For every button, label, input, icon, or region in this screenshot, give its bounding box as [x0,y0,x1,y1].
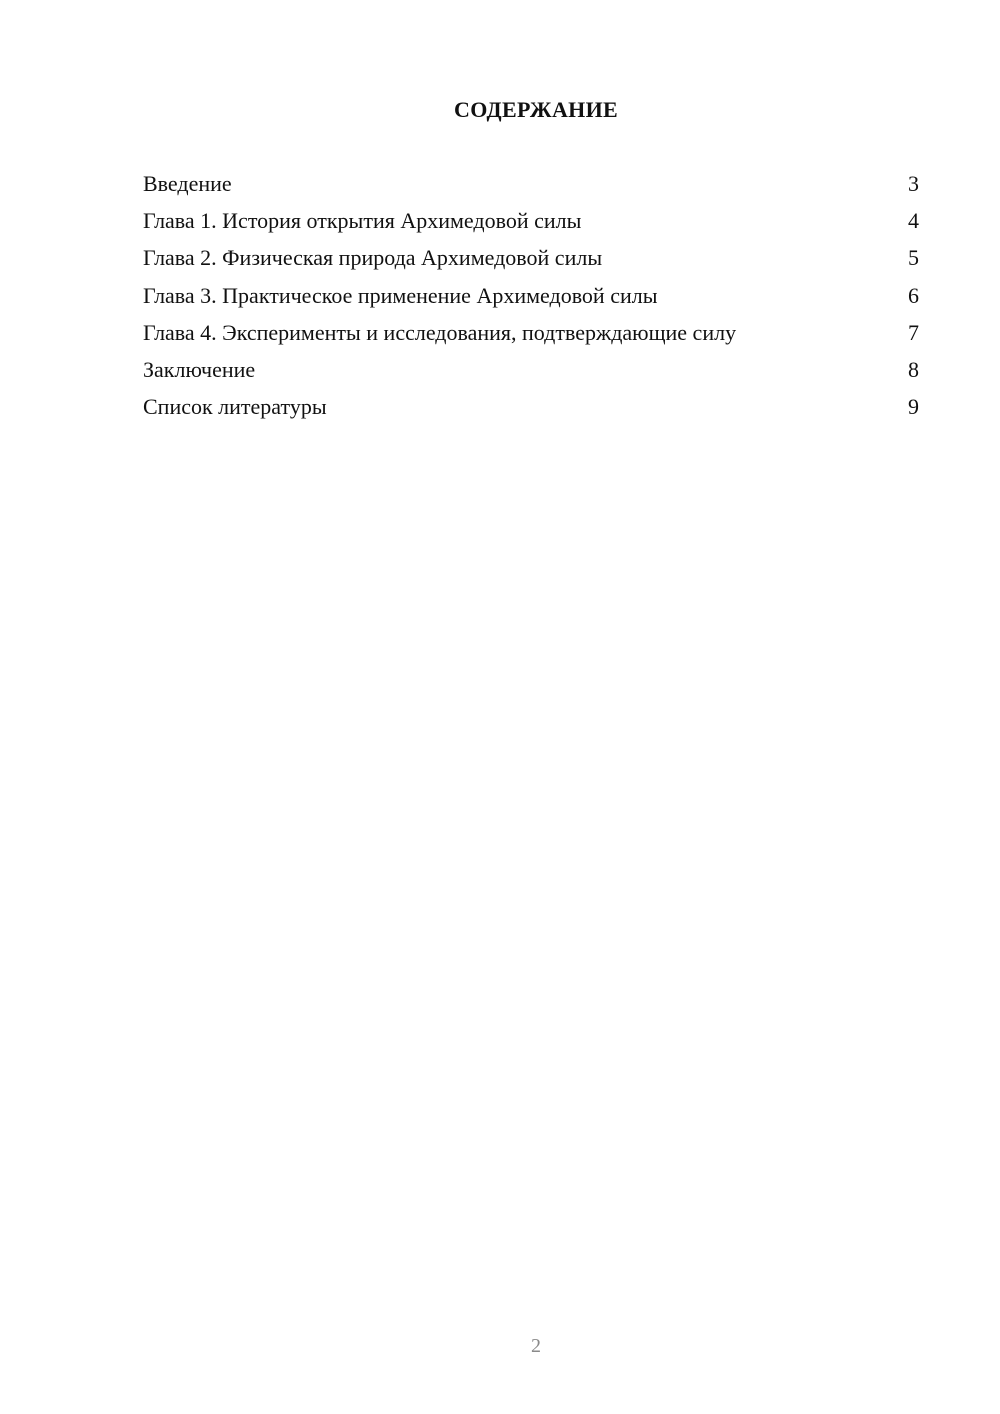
toc-entry-page: 6 [908,282,919,308]
toc-entry-page: 8 [908,356,919,382]
toc-entry-chapter-1 [143,206,919,243]
toc-entry-chapter-4 [143,318,919,355]
toc-entry-label: Глава 4. Эксперименты и исследования, подтверждающие силу [143,319,737,345]
toc-entry-conclusion [143,355,919,392]
table-of-contents [143,169,919,429]
toc-entry-introduction [143,169,919,206]
toc-entry-label: Глава 2. Физическая природа Архимедовой силы [143,245,603,271]
page-number: 2 [531,1335,541,1357]
toc-entry-page: 5 [908,245,919,271]
toc-entry-page: 3 [908,171,919,196]
toc-entry-chapter-3 [143,281,919,318]
toc-title: СОДЕРЖАНИЕ [454,97,618,122]
toc-entry-chapter-2 [143,243,919,280]
toc-entry-bibliography [143,392,919,429]
toc-entry-label: Глава 3. Практическое применение Архимедовой силы [143,282,658,308]
toc-entry-label: Глава 1. История открытия Архимедовой силы [143,208,582,234]
toc-entry-label: Введение [143,171,232,196]
toc-entry-page: 7 [908,319,919,345]
toc-entry-label: Заключение [143,356,256,382]
toc-entry-page: 9 [908,394,919,420]
toc-entry-page: 4 [908,208,919,234]
toc-entry-label: Список литературы [143,394,327,420]
